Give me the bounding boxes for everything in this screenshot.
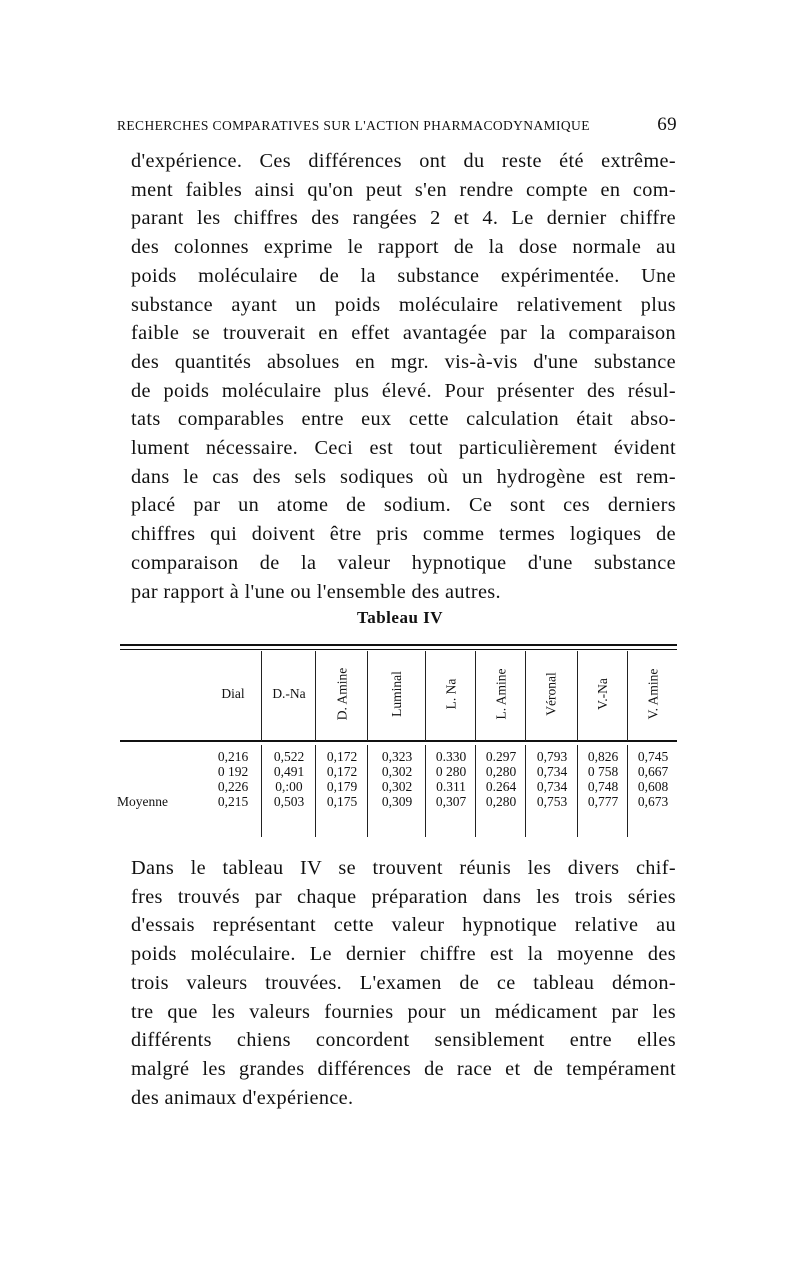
column-divider [525, 651, 526, 741]
running-header [117, 114, 677, 136]
column-divider [425, 745, 426, 837]
table-cell: 0,226 [217, 779, 249, 794]
text-line: tats comparables entre eux cette calculation était abso- [131, 408, 676, 431]
table-cell: 0,302 [381, 779, 413, 794]
column-divider [367, 651, 368, 741]
table-cell: 0,608 [637, 779, 669, 794]
table-cell: 0,826 [587, 749, 619, 764]
table-cell: 0,:00 [275, 779, 303, 794]
column-header: L. Amine [493, 668, 508, 720]
text-line: poids moléculaire. Le dernier chiffre est la moyenne des [131, 943, 676, 966]
table-cell: 0 280 [435, 764, 467, 779]
table-column [579, 655, 627, 835]
column-divider [475, 651, 476, 741]
text-line: par rapport à l'une ou l'ensemble des autres. [131, 580, 501, 603]
text-line: placé par un atome de sodium. Ce sont ces derniers [131, 494, 676, 517]
text-line: chiffres qui doivent être pris comme termes logiques de [131, 523, 676, 546]
table-column [369, 655, 425, 835]
table-cell: 0,522 [273, 749, 305, 764]
paragraph-2 [131, 854, 676, 1112]
table-cell: 0.311 [436, 779, 466, 794]
column-divider [315, 745, 316, 837]
table-cell: 0,302 [381, 764, 413, 779]
text-line: Dans le tableau IV se trouvent réunis les divers chif- [131, 857, 676, 879]
table-cell: 0,793 [536, 749, 568, 764]
column-divider [315, 651, 316, 741]
moyenne-label: Moyenne [117, 794, 168, 809]
table-top-rule [120, 644, 677, 646]
text-line: tre que les valeurs fournies pour un médicament par les [131, 1000, 676, 1023]
column-divider [577, 745, 578, 837]
text-line: d'essais représentant cette valeur hypnotique relative au [131, 914, 676, 937]
text-line: trois valeurs trouvées. L'examen de ce tableau démon- [131, 971, 676, 994]
table-column [205, 655, 261, 835]
table-cell: 0,777 [587, 794, 619, 809]
table-column [629, 655, 677, 835]
table-column [527, 655, 577, 835]
table-cell: 0,753 [536, 794, 568, 809]
column-divider [261, 745, 262, 837]
table-cell: 0,673 [637, 794, 669, 809]
column-header: D. Amine [334, 667, 349, 721]
table-cell: 0,748 [587, 779, 619, 794]
table-cell: 0,503 [273, 794, 305, 809]
table-cell: 0,745 [637, 749, 669, 764]
running-title: RECHERCHES COMPARATIVES SUR L'ACTION PHARMACODYNAMIQUE [117, 118, 590, 133]
column-divider [577, 651, 578, 741]
table-top-rule-thin [120, 649, 677, 650]
table-cell: 0,734 [536, 764, 568, 779]
table-cell: 0.264 [485, 779, 517, 794]
column-header: V.-Na [595, 678, 610, 710]
text-line: malgré les grandes différences de race et de tempérament [131, 1057, 676, 1080]
text-line: de poids moléculaire plus élevé. Pour présenter des résul- [131, 379, 676, 402]
text-line: faible se trouverait en effet avantagée par la comparaison [131, 322, 676, 345]
table-cell: 0,734 [536, 779, 568, 794]
column-divider [627, 745, 628, 837]
column-divider [261, 651, 262, 741]
table-column [477, 655, 525, 835]
table-cell: 0,667 [637, 764, 669, 779]
column-header: L. Na [443, 678, 458, 710]
table-cell: 0 758 [587, 764, 619, 779]
paragraph-1 [131, 147, 676, 606]
column-header: V. Amine [645, 668, 661, 720]
column-header: Luminal [389, 671, 404, 717]
row-labels [117, 749, 168, 809]
table-caption: Tableau IV [356, 608, 444, 627]
table-cell: 0,280 [485, 764, 517, 779]
text-line: comparaison de la valeur hypnotique d'une substance [131, 551, 676, 574]
table-cell: 0,323 [381, 749, 413, 764]
table-cell: 0,175 [326, 794, 358, 809]
text-line: lument nécessaire. Ceci est tout particulièrement évident [131, 437, 676, 460]
text-line: fres trouvés par chaque préparation dans les trois séries [131, 885, 676, 908]
table-cell: 0.297 [485, 749, 517, 764]
table-cell: 0.330 [435, 749, 467, 764]
table-column [427, 655, 475, 835]
text-line: des animaux d'expérience. [131, 1086, 354, 1109]
table-column [263, 655, 315, 835]
column-divider [367, 745, 368, 837]
table-cell: 0,179 [326, 779, 358, 794]
table-cell: 0,172 [326, 764, 358, 779]
column-header: Dial [221, 686, 245, 701]
column-divider [475, 745, 476, 837]
table-cell: 0,216 [217, 749, 249, 764]
table-cell: 0,172 [326, 749, 358, 764]
column-divider [627, 651, 628, 741]
text-line: différents chiens concordent sensiblement entre elles [131, 1029, 676, 1052]
table-cell: 0 192 [217, 764, 249, 779]
table-cell: 0,491 [273, 764, 305, 779]
table-column [317, 655, 367, 835]
table-cell: 0,215 [217, 794, 249, 809]
text-line: ment faibles ainsi qu'on peut s'en rendre compte en com- [131, 178, 676, 201]
text-line: poids moléculaire de la substance expérimentée. Une [131, 264, 676, 287]
text-line: d'expérience. Ces différences ont du reste été extrême- [131, 150, 676, 172]
text-line: des colonnes exprime le rapport de la dose normale au [131, 236, 676, 259]
column-divider [425, 651, 426, 741]
column-divider [525, 745, 526, 837]
text-line: dans le cas des sels sodiques où un hydrogène est rem- [131, 465, 676, 488]
table-cell: 0,309 [381, 794, 413, 809]
text-line: des quantités absolues en mgr. vis-à-vis d'une substance [131, 350, 676, 373]
column-header: Véronal [543, 672, 559, 716]
text-line: parant les chiffres des rangées 2 et 4. Le dernier chiffre [131, 207, 676, 230]
page-number: 69 [657, 114, 677, 135]
text-line: substance ayant un poids moléculaire relativement plus [131, 293, 676, 316]
table-cell: 0,307 [435, 794, 467, 809]
column-header: D.-Na [272, 686, 306, 701]
table-cell: 0,280 [485, 794, 517, 809]
